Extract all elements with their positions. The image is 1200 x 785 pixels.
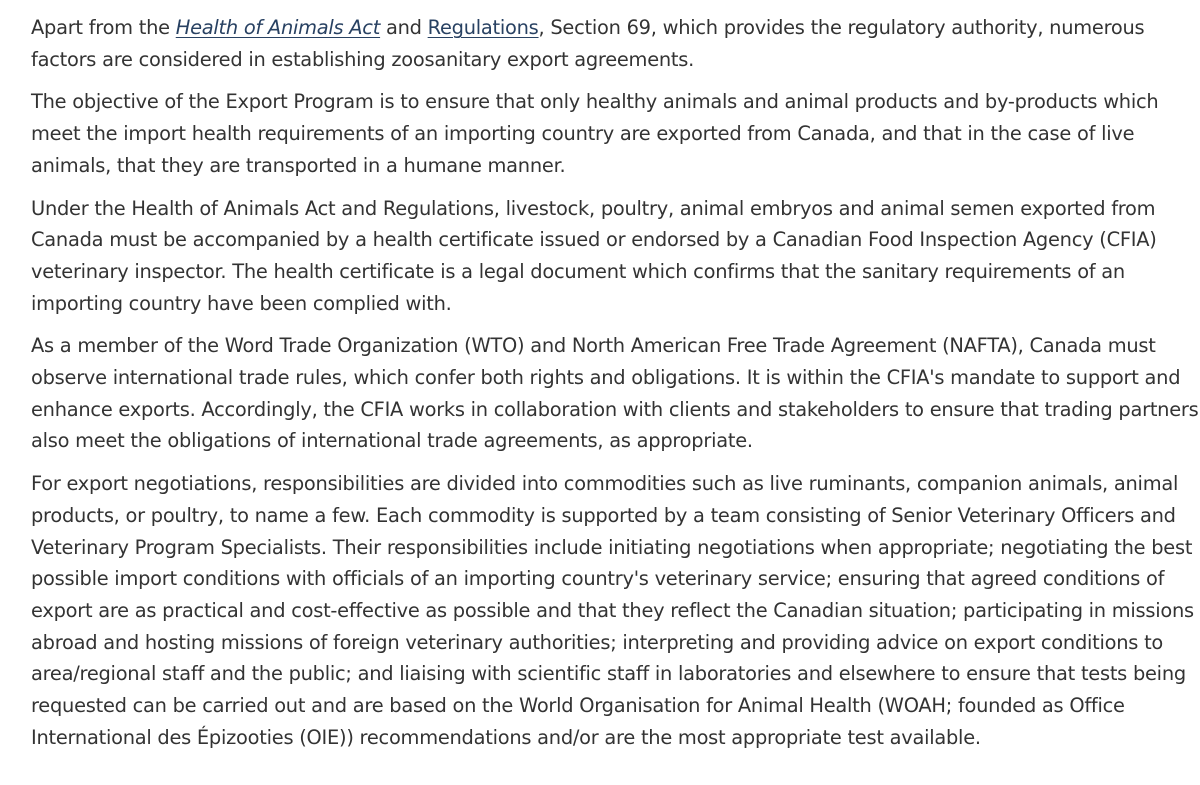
health-of-animals-act-link[interactable]: Health of Animals Act [175, 16, 381, 39]
p1-text-after: , Section 69, which provides the regulatory authority, numerous factors are considered in establishing zoosanitary export agreements. [31, 16, 1145, 71]
paragraph-export-program-objective: The objective of the Export Program is to ensure that only healthy animals and animal products and by-products which meet the import health requirements of an importing country are exported from Canada, and that in the case of live animals, that they are transported in a humane manner. [31, 90, 1159, 177]
paragraph-regulatory-authority [31, 12, 1200, 75]
regulations-link[interactable]: Regulations [427, 16, 539, 39]
paragraph-trade-obligations: As a member of the Word Trade Organization (WTO) and North American Free Trade Agreement (NAFTA), Canada must observe international trade rules, which confer both rights and obligations. It is within the CFIA's mandate to support and enhance exports. Accordingly, the CFIA works in collaboration with clients and stakeholders to ensure that trading partners also meet the obligations of international trade agreements, as appropriate. [31, 334, 1199, 453]
p1-text-before: Apart from the [31, 16, 176, 39]
p1-text-mid: and [380, 16, 428, 39]
paragraph-health-certificate: Under the Health of Animals Act and Regulations, livestock, poultry, animal embryos and animal semen exported from Canada must be accompanied by a health certificate issued or endorsed by a Canadian Food Inspection Agency (CFIA) veterinary inspector. The health certificate is a legal document which confirms that the sanitary requirements of an importing country have been complied with. [31, 196, 1157, 315]
paragraph-export-negotiations: For export negotiations, responsibilities are divided into commodities such as live ruminants, companion animals, animal products, or poultry, to name a few. Each commodity is supported by a team consisting of Senior Veterinary Officers and Veterinary Program Specialists. Their responsibilities include initiating negotiations when appropriate; negotiating the best possible import conditions with officials of an importing country's veterinary service; ensuring that agreed conditions of export are as practical and cost-effective as possible and that they reflect the Canadian situation; participating in missions abroad and hosting missions of foreign veterinary authorities; interpreting and providing advice on export conditions to area/regional staff and the public; and liaising with scientific staff in laboratories and elsewhere to ensure that tests being requested can be carried out and are based on the World Organisation for Animal Health (WOAH; founded as Office International des Épizooties (OIE)) recommendations and/or are the most appropriate test available. [31, 472, 1194, 749]
